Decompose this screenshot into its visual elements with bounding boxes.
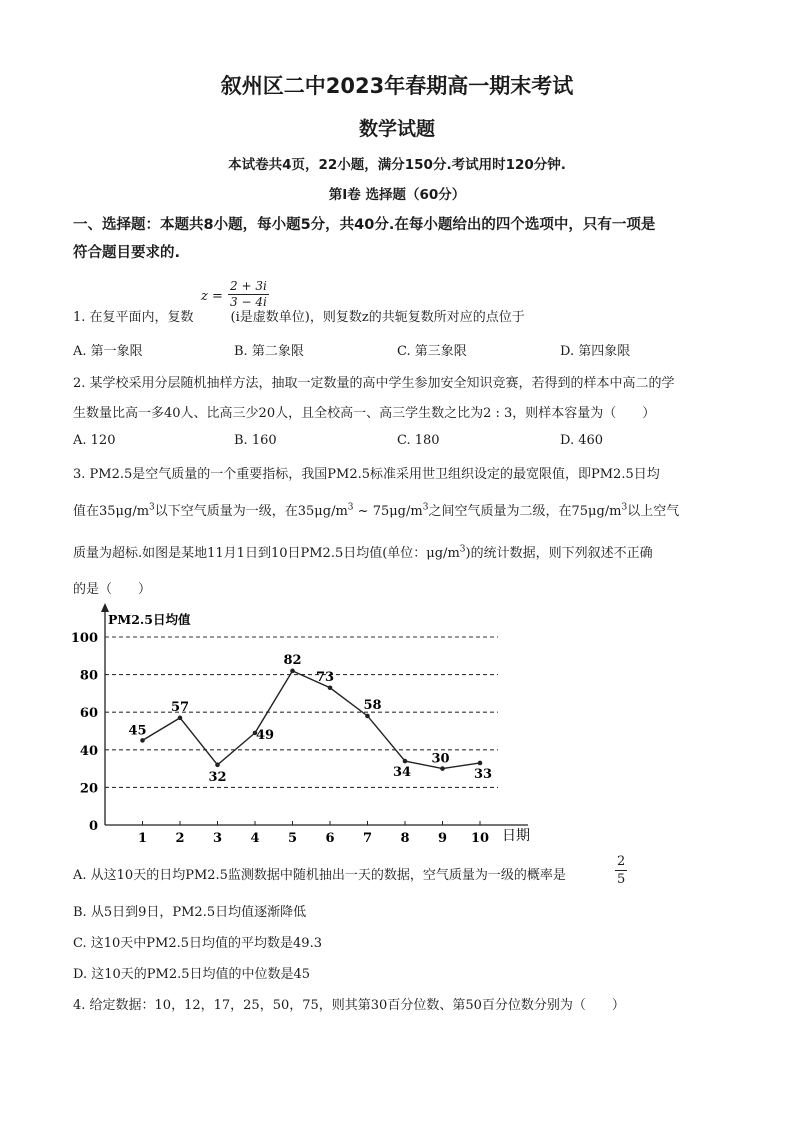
q1-option-d[interactable]: D. 第四象限 <box>560 344 631 359</box>
pm25-line-chart <box>68 600 538 850</box>
y-tick-label: 60 <box>79 706 98 722</box>
x-tick-label: 8 <box>400 831 410 846</box>
exam-title: 叙州区二中2023年春期高一期末考试 <box>220 74 574 98</box>
part-one-instructions <box>73 211 723 267</box>
q3-line3-a: 质量为超标.如图是某地11月1日到10日PM2.5日均值(单位：μg/m <box>73 546 460 561</box>
q1-option-b[interactable]: B. 第二象限 <box>234 344 304 359</box>
q3-sup-2: 3 <box>347 502 354 513</box>
part-one-line1: 一、选择题：本题共8小题，每小题5分，共40分.在每小题给出的四个选项中，只有一项是 <box>73 217 656 233</box>
q2-option-a[interactable]: A. 120 <box>73 433 116 448</box>
data-point-day-10 <box>478 761 483 766</box>
q2-option-d[interactable]: D. 460 <box>560 433 604 448</box>
x-tick-label: 7 <box>362 831 373 846</box>
data-label-day-7: 58 <box>363 697 382 713</box>
q3-line2-c: ~ 75μg/m <box>353 504 423 519</box>
x-tick-label: 6 <box>325 831 335 846</box>
q3-line2-d: 之间空气质量为二级，在75μg/m <box>428 504 622 519</box>
q3-line4: 的是（ ） <box>73 582 152 597</box>
y-tick-label: 40 <box>79 743 98 759</box>
q1-fraction-num: 2 + 3i <box>230 279 267 293</box>
q1-stem <box>73 306 525 325</box>
q1-z-label: z = <box>201 289 223 304</box>
pm25-series-line <box>143 671 481 769</box>
q3-sup-5: 3 <box>459 544 466 555</box>
q2-line1: 2. 某学校采用分层随机抽样方法，抽取一定数量的高中学生参加安全知识竞赛，若得到的样本中高二的学 <box>73 376 675 391</box>
q3-line1: 3. PM2.5是空气质量的一个重要指标，我国PM2.5标准采用世卫组织设定的最宽限值，即PM2.5日均 <box>73 467 660 482</box>
q3-option-d[interactable]: D. 这10天的PM2.5日均值的中位数是45 <box>73 967 311 982</box>
q3-line3 <box>73 542 653 561</box>
y-axis-title: PM2.5日均值 <box>108 612 191 627</box>
y-tick-label: 100 <box>70 631 98 646</box>
q2-line2: 生数量比高一多40人、比高三少20人，且全校高一、高三学生数之比为2 : 3，则样本容量为（ ） <box>73 406 656 421</box>
q3-line2-a: 值在35μg/m <box>73 504 150 519</box>
data-label-day-8: 34 <box>392 765 412 781</box>
x-tick-label: 10 <box>470 831 490 846</box>
q3-option-a-text: A. 从这10天的日均PM2.5监测数据中随机抽出一天的数据，空气质量为一级的概率是 <box>73 868 566 883</box>
q3-option-a-num: 2 <box>617 854 626 869</box>
q3-line3-b: )的统计数据，则下列叙述不正确 <box>465 546 653 561</box>
exam-subtitle: 数学试题 <box>358 118 435 140</box>
q3-line2-b: 以下空气质量为一级，在35μg/m <box>154 504 348 519</box>
y-tick-label: 20 <box>79 781 98 797</box>
q3-sup-4: 3 <box>621 502 628 513</box>
q3-sup-3: 3 <box>422 502 429 513</box>
data-label-day-5: 82 <box>283 652 302 668</box>
data-label-day-3: 32 <box>208 769 227 785</box>
q3-option-b[interactable]: B. 从5日到9日，PM2.5日均值逐渐降低 <box>73 905 307 920</box>
data-point-day-1 <box>140 738 145 743</box>
data-label-day-1: 45 <box>128 723 147 739</box>
q3-option-a-fraction <box>615 853 627 888</box>
x-tick-label: 2 <box>175 831 185 846</box>
q1-stem-pre: 1. 在复平面内，复数 <box>73 310 194 325</box>
data-point-day-9 <box>440 766 445 771</box>
x-axis-title: 日期 <box>502 828 530 844</box>
data-point-day-8 <box>403 759 408 764</box>
exam-info: 本试卷共4页，22小题，满分150分.考试用时120分钟. <box>228 157 566 173</box>
q2-option-c[interactable]: C. 180 <box>397 433 440 448</box>
q1-option-a[interactable]: A. 第一象限 <box>73 344 143 359</box>
part-one-line2: 符合题目要求的. <box>73 245 181 261</box>
q3-line2 <box>73 500 679 519</box>
q1-stem-post: (i是虚数单位)，则复数z的共轭复数所对应的点位于 <box>230 310 525 325</box>
x-tick-label: 9 <box>437 831 448 846</box>
q3-option-a-den: 5 <box>617 872 626 887</box>
q3-sup-1: 3 <box>149 502 155 513</box>
data-point-day-5 <box>290 669 295 674</box>
data-point-day-3 <box>215 763 220 768</box>
section-heading: 第I卷 选择题（60分） <box>328 187 466 203</box>
x-tick-label: 4 <box>250 831 260 846</box>
q3-option-a[interactable] <box>73 864 566 883</box>
x-tick-label: 1 <box>137 831 148 846</box>
q4-line1: 4. 给定数据：10，12，17，25，50，75，则其第30百分位数、第50百分位数分别为（ ） <box>73 998 625 1013</box>
data-label-day-2: 57 <box>170 699 190 715</box>
data-point-day-7 <box>365 714 370 719</box>
q2-option-b[interactable]: B. 160 <box>234 433 277 448</box>
data-label-day-10: 33 <box>473 766 493 782</box>
data-point-day-6 <box>328 685 333 690</box>
x-tick-label: 3 <box>212 831 223 846</box>
q1-fraction-den: 3 − 4i <box>230 295 267 309</box>
y-axis-arrow <box>101 603 109 612</box>
y-tick-label: 0 <box>88 819 98 834</box>
q1-option-c[interactable]: C. 第三象限 <box>397 344 467 359</box>
y-tick-label: 80 <box>79 668 98 684</box>
data-point-day-2 <box>178 716 183 721</box>
x-tick-label: 5 <box>287 831 298 846</box>
data-label-day-6: 73 <box>315 669 335 685</box>
q3-line2-e: 以上空气 <box>627 504 680 519</box>
data-label-day-4: 49 <box>255 727 275 743</box>
data-label-day-9: 30 <box>431 751 450 767</box>
q3-option-c[interactable]: C. 这10天中PM2.5日均值的平均数是49.3 <box>73 936 322 951</box>
